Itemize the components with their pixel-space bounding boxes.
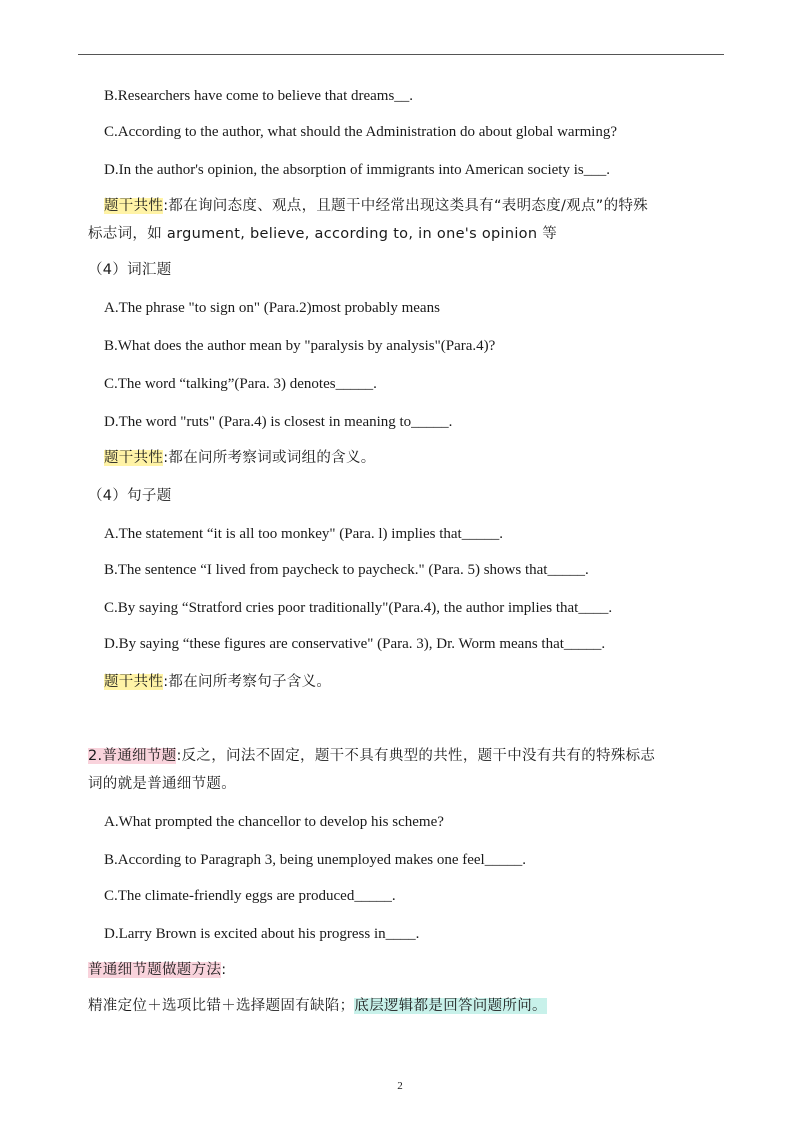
sentence-item-d: D.By saying “these figures are conservative" (Para. 3), Dr. Worm means that_____. bbox=[104, 636, 606, 652]
general-item-a: A.What prompted the chancellor to develop his scheme? bbox=[104, 814, 444, 830]
attitude-common-line-1 bbox=[104, 196, 648, 216]
common-label: 题干共性 bbox=[104, 198, 164, 214]
vocab-item-c: C.The word “talking”(Para. 3) denotes_____. bbox=[104, 376, 377, 392]
attitude-common-line-2: 标志词，如 argument, believe, according to, in one's opinion 等 bbox=[88, 226, 558, 242]
attitude-item-c: C.According to the author, what should the Administration do about global warming? bbox=[104, 124, 618, 140]
sentence-common-line bbox=[104, 672, 331, 692]
method-label: 普通细节题做题方法 bbox=[88, 962, 222, 978]
general-item-d: D.Larry Brown is excited about his progress in____. bbox=[104, 926, 420, 942]
general-desc-line-1 bbox=[88, 746, 655, 766]
method-line bbox=[88, 996, 547, 1016]
common-text: :都在问所考察句子含义。 bbox=[163, 674, 332, 690]
sentence-heading: （4）句子题 bbox=[88, 488, 172, 504]
header-rule bbox=[78, 54, 724, 55]
vocab-common-line bbox=[104, 448, 376, 468]
vocab-heading: （4）词汇题 bbox=[88, 262, 172, 278]
common-label: 题干共性 bbox=[104, 674, 164, 690]
vocab-item-d: D.The word "ruts" (Para.4) is closest in meaning to_____. bbox=[104, 414, 453, 430]
common-text: :都在问所考察词或词组的含义。 bbox=[163, 450, 376, 466]
general-desc-line-2: 词的就是普通细节题。 bbox=[88, 776, 236, 792]
method-text: 精准定位＋选项比错＋选择题固有缺陷； bbox=[88, 998, 355, 1014]
attitude-item-b: B.Researchers have come to believe that dreams__. bbox=[104, 88, 414, 104]
method-heading bbox=[88, 960, 226, 980]
general-title: 2.普通细节题 bbox=[88, 748, 177, 764]
general-item-b: B.According to Paragraph 3, being unemployed makes one feel_____. bbox=[104, 852, 526, 868]
page-number: 2 bbox=[397, 1080, 403, 1092]
common-text: :都在询问态度、观点，且题干中经常出现这类具有“表明态度/观点”的特殊 bbox=[163, 198, 648, 214]
general-desc: :反之，问法不固定，题干不具有典型的共性，题干中没有共有的特殊标志 bbox=[176, 748, 656, 764]
vocab-item-a: A.The phrase "to sign on" (Para.2)most probably means bbox=[104, 300, 440, 316]
method-highlight: 底层逻辑都是回答问题所问。 bbox=[354, 998, 547, 1014]
common-label: 题干共性 bbox=[104, 450, 164, 466]
method-colon: : bbox=[221, 962, 227, 978]
vocab-item-b: B.What does the author mean by "paralysis by analysis"(Para.4)? bbox=[104, 338, 496, 354]
sentence-item-c: C.By saying “Stratford cries poor traditionally"(Para.4), the author implies that____. bbox=[104, 600, 613, 616]
general-item-c: C.The climate-friendly eggs are produced_____. bbox=[104, 888, 396, 904]
attitude-item-d: D.In the author's opinion, the absorption of immigrants into American society is___. bbox=[104, 162, 610, 178]
sentence-item-b: B.The sentence “I lived from paycheck to paycheck." (Para. 5) shows that_____. bbox=[104, 562, 589, 578]
sentence-item-a: A.The statement “it is all too monkey" (Para. l) implies that_____. bbox=[104, 526, 503, 542]
